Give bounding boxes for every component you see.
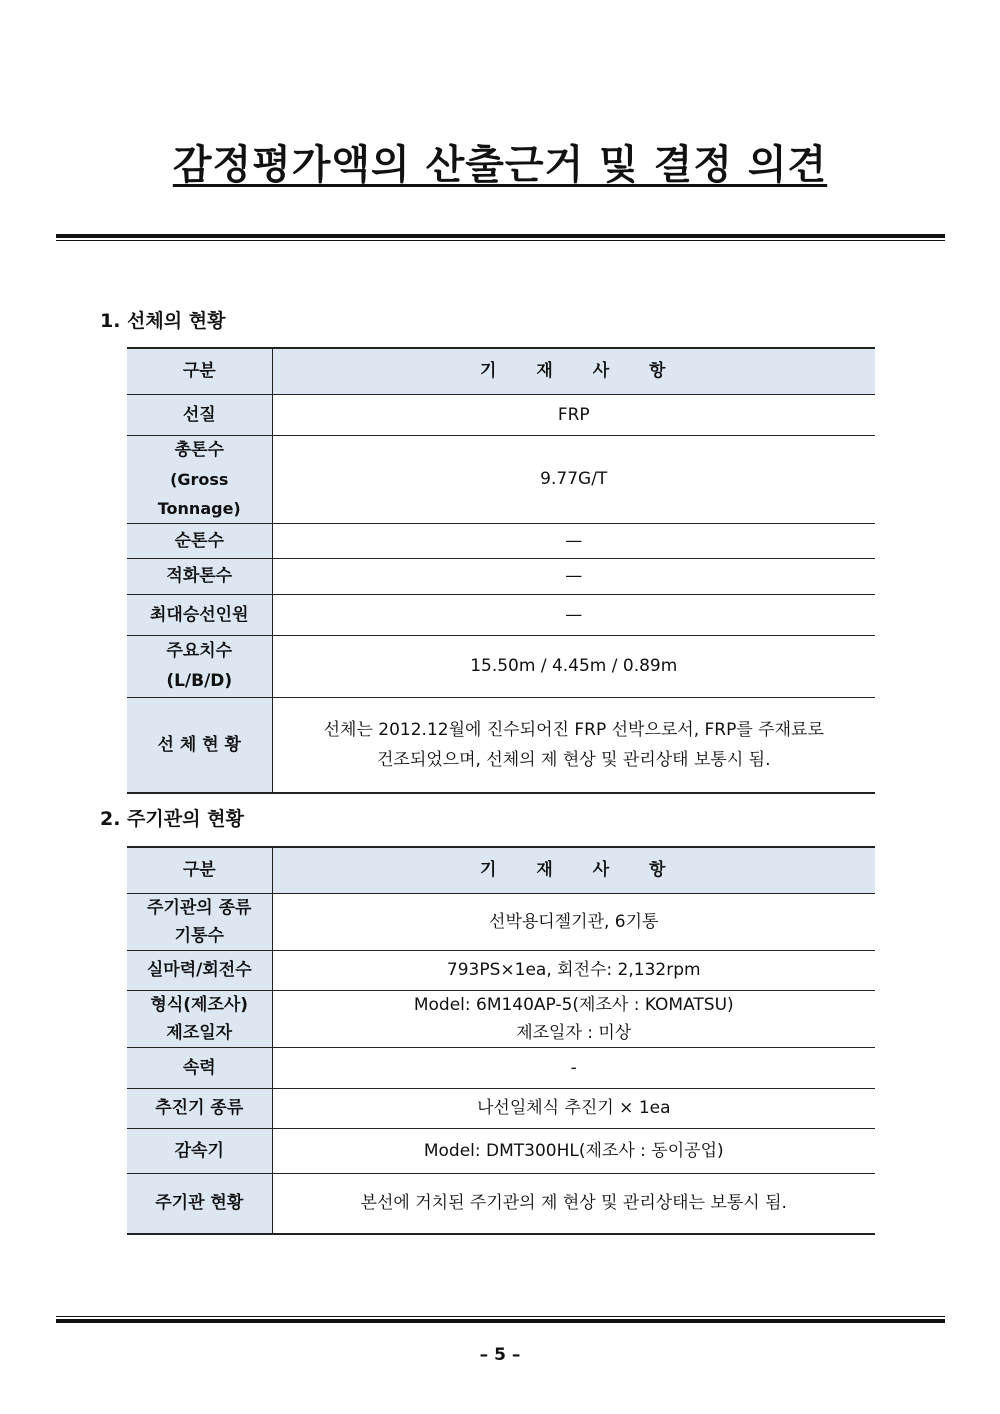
header-value: 기 재 사 항 (272, 348, 875, 394)
row-label: 주기관 현황 (127, 1173, 272, 1234)
row-value-line2: 제조일자 : 미상 (516, 1022, 632, 1043)
table-row (127, 1088, 875, 1128)
row-value: 나선일체식 추진기 × 1ea (272, 1088, 875, 1128)
top-double-rule (56, 234, 945, 241)
table-row (127, 635, 875, 697)
row-label: 선질 (127, 394, 272, 435)
row-label-line1: 주요치수 (166, 641, 233, 661)
row-value: — (272, 523, 875, 558)
table-header-row (127, 348, 875, 394)
table-row (127, 1047, 875, 1088)
table-row (127, 558, 875, 594)
row-value: 15.50m / 4.45m / 0.89m (272, 635, 875, 697)
row-value (272, 697, 875, 793)
table-row (127, 1128, 875, 1173)
table-row (127, 893, 875, 950)
row-value: — (272, 594, 875, 635)
page-title-text: 감정평가액의 산출근거 및 결정 의견 (172, 142, 828, 188)
table-row (127, 394, 875, 435)
table-header-row (127, 847, 875, 893)
row-value (272, 990, 875, 1047)
header-label: 구분 (127, 348, 272, 394)
row-label: 선 체 현 황 (127, 697, 272, 793)
row-value: Model: DMT300HL(제조사 : 동이공업) (272, 1128, 875, 1173)
row-label (127, 893, 272, 950)
row-value: - (272, 1047, 875, 1088)
row-label: 추진기 종류 (127, 1088, 272, 1128)
header-value: 기 재 사 항 (272, 847, 875, 893)
row-value-line2: 건조되었으며, 선체의 제 현상 및 관리상태 보통시 됨. (377, 749, 771, 770)
row-label-line1: 형식(제조사) (150, 994, 249, 1015)
row-label-line1: 총톤수 (174, 439, 224, 460)
table-row (127, 990, 875, 1047)
row-value: 본선에 거치된 주기관의 제 현상 및 관리상태는 보통시 됨. (272, 1173, 875, 1234)
row-label-line2: (L/B/D) (166, 671, 233, 691)
row-label: 감속기 (127, 1128, 272, 1173)
row-label: 실마력/회전수 (127, 950, 272, 990)
table-row (127, 594, 875, 635)
row-value: 793PS×1ea, 회전수: 2,132rpm (272, 950, 875, 990)
row-value-line1: 선체는 2012.12월에 진수되어진 FRP 선박으로서, FRP를 주재료로 (323, 719, 824, 740)
table-row (127, 435, 875, 523)
row-value: 9.77G/T (272, 435, 875, 523)
main-engine-table (127, 846, 875, 1235)
row-value: — (272, 558, 875, 594)
header-label: 구분 (127, 847, 272, 893)
table-row (127, 523, 875, 558)
row-label-line2: (Gross Tonnage) (157, 469, 241, 518)
table-row (127, 697, 875, 793)
section2-heading: 2. 주기관의 현황 (100, 808, 244, 830)
page-title (0, 133, 1000, 190)
hull-status-table (127, 347, 875, 794)
row-label (127, 990, 272, 1047)
row-label-line2: 제조일자 (166, 1022, 233, 1043)
bottom-double-rule (56, 1316, 945, 1323)
row-value: 선박용디젤기관, 6기통 (272, 893, 875, 950)
row-label: 최대승선인원 (127, 594, 272, 635)
row-label (127, 435, 272, 523)
row-value-line1: Model: 6M140AP-5(제조사 : KOMATSU) (413, 994, 734, 1015)
page-number: – 5 – (479, 1345, 521, 1365)
row-label-line2: 기통수 (174, 925, 224, 946)
row-label: 적화톤수 (127, 558, 272, 594)
row-label (127, 635, 272, 697)
row-label: 순톤수 (127, 523, 272, 558)
row-value: FRP (272, 394, 875, 435)
table-row (127, 950, 875, 990)
section1-heading: 1. 선체의 현황 (100, 310, 226, 332)
table-row (127, 1173, 875, 1234)
row-label-line1: 주기관의 종류 (147, 897, 252, 918)
row-label: 속력 (127, 1047, 272, 1088)
